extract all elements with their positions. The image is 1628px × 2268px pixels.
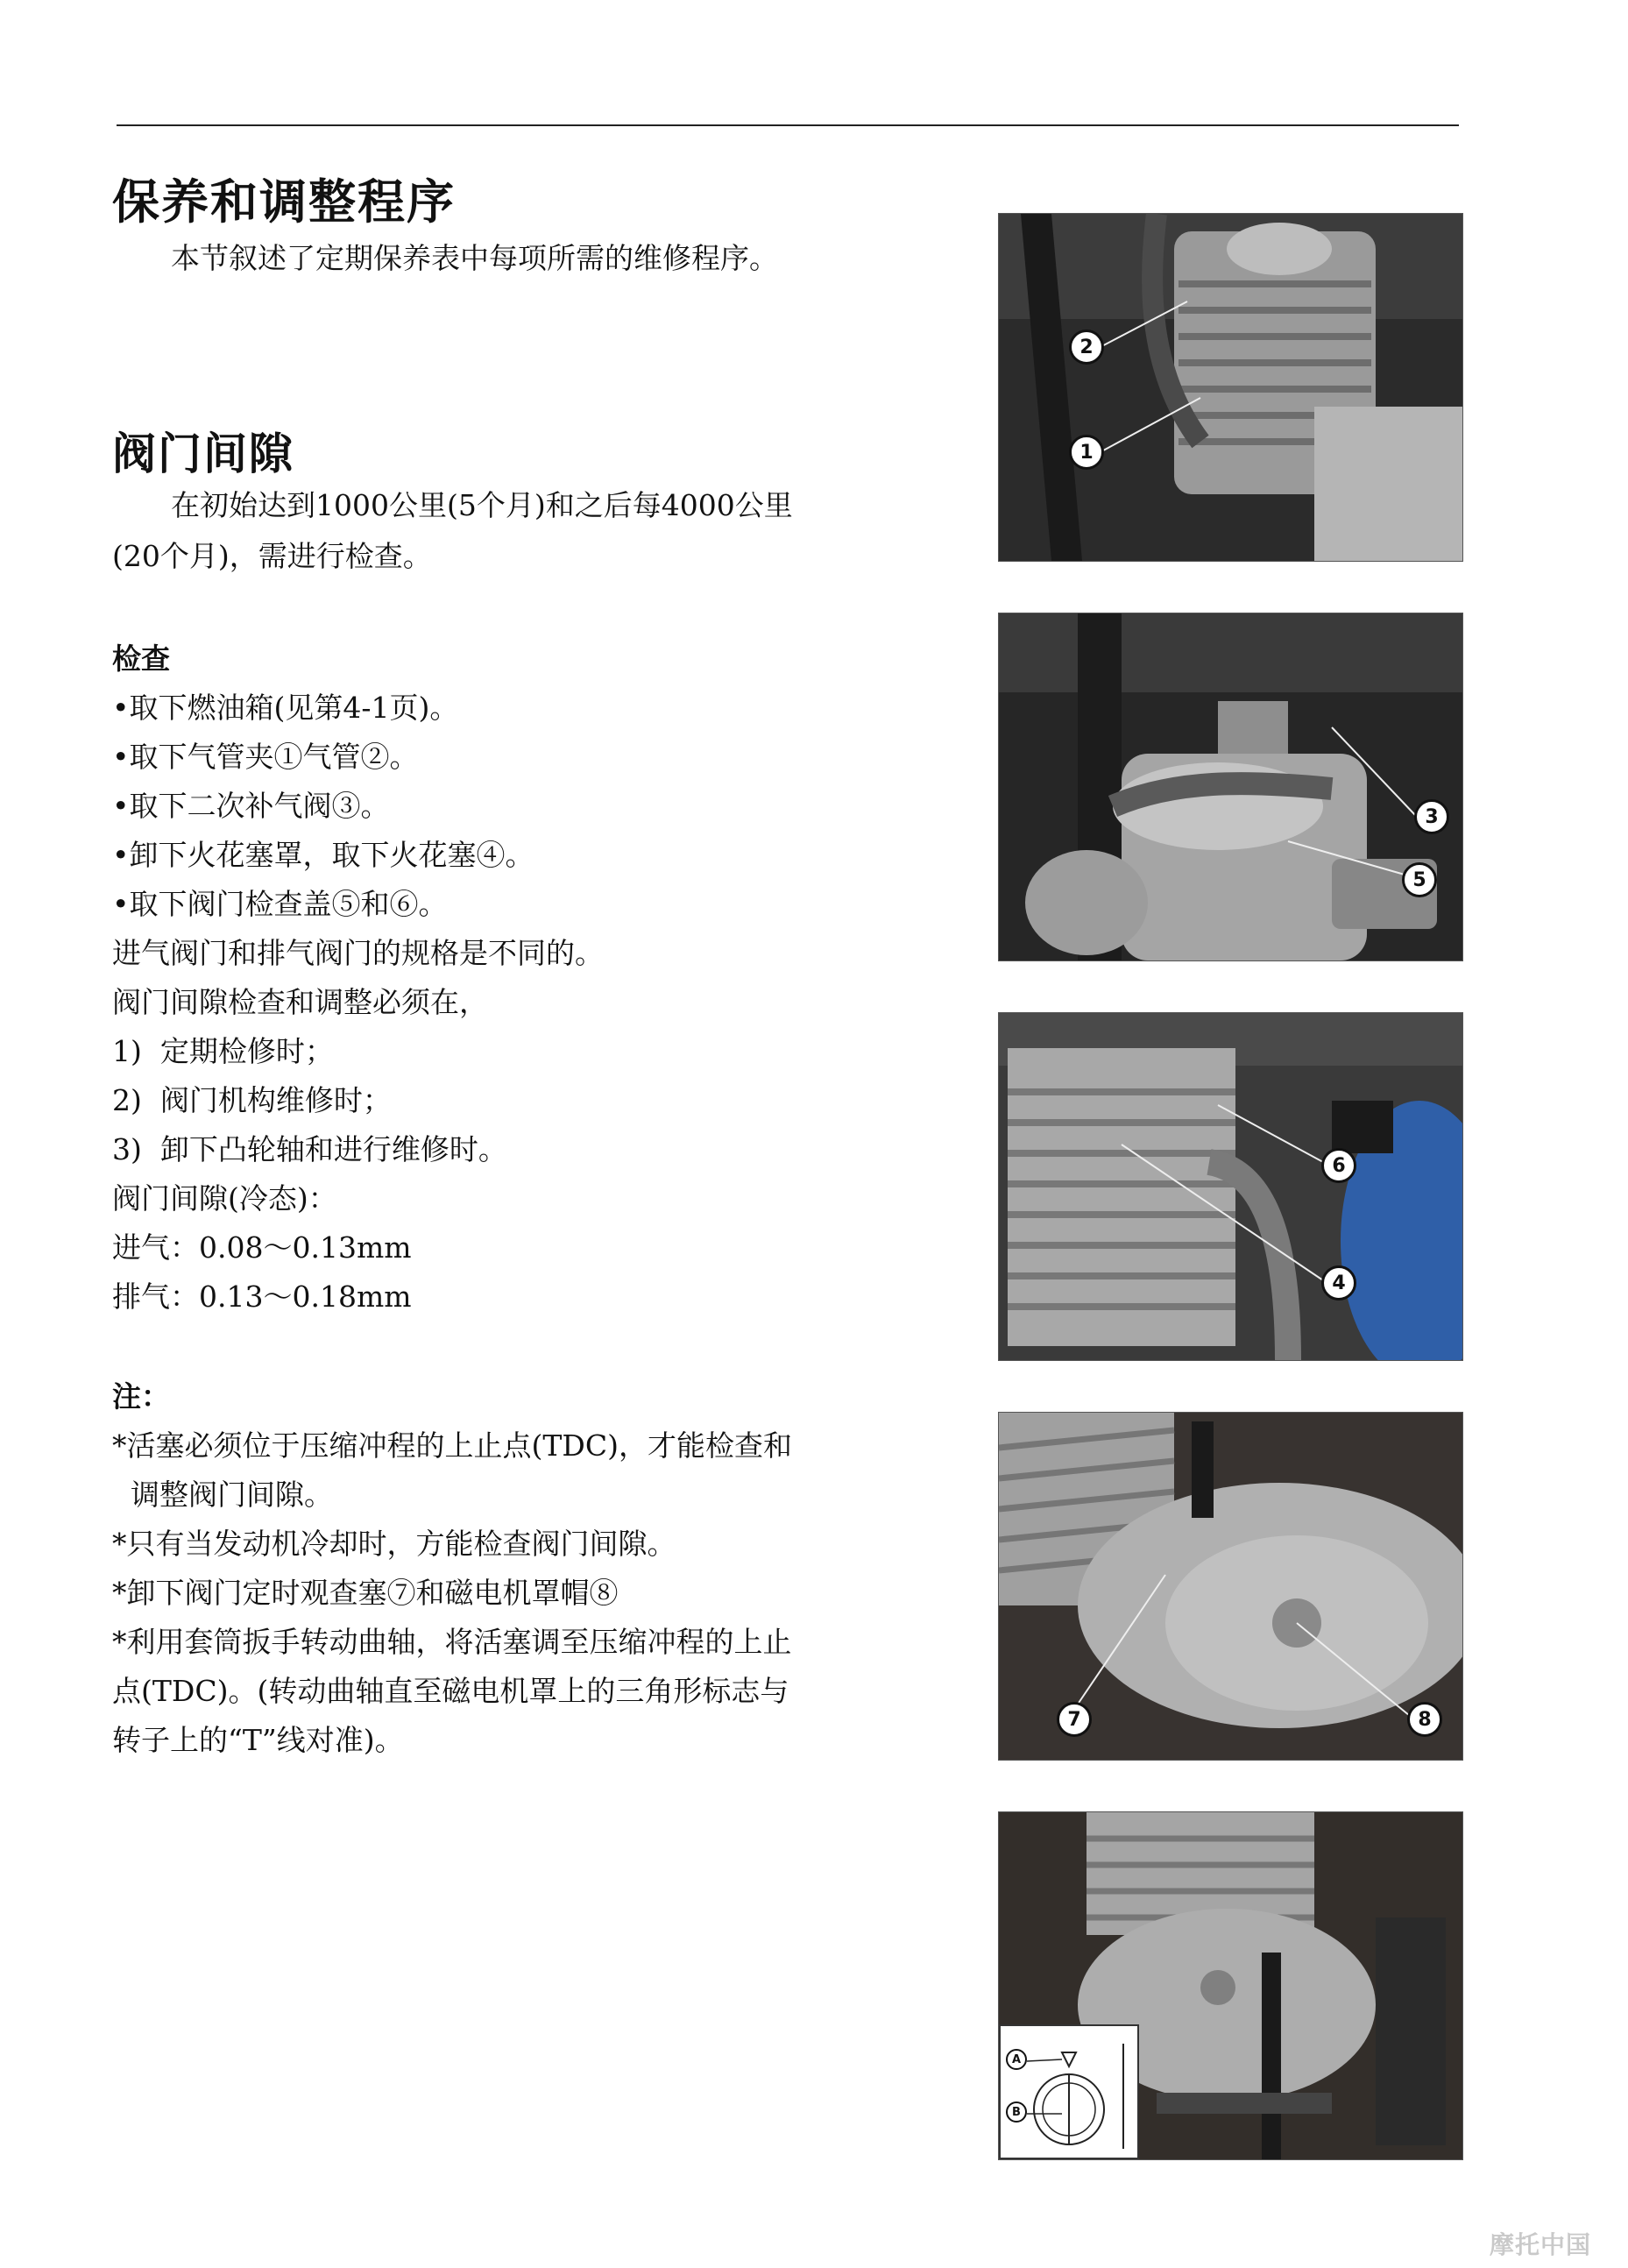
engine-photo-1 — [998, 213, 1463, 562]
header-rule — [117, 124, 1459, 126]
note-line: *利用套筒扳手转动曲轴，将活塞调至压缩冲程的上止 — [112, 1625, 792, 1659]
inset-label-b: B — [1006, 2101, 1027, 2123]
callout-7: 7 — [1057, 1702, 1092, 1737]
valve-para-1: 在初始达到1000公里(5个月)和之后每4000公里 — [171, 488, 793, 522]
when-item: 3) 卸下凸轮轴和进行维修时。 — [112, 1132, 507, 1166]
page-title: 保养和调整程序 — [112, 174, 456, 230]
step-item: •取下燃油箱(见第4-1页)。 — [112, 691, 459, 725]
when-item: 1) 定期检修时； — [112, 1034, 334, 1068]
inspect-heading: 检查 — [112, 641, 170, 676]
note-line: 点(TDC)。(转动曲轴直至磁电机罩上的三角形标志与 — [112, 1674, 789, 1708]
intake-spec: 进气：0.08～0.13mm — [112, 1230, 412, 1265]
watermark: 摩托中国 — [1490, 2230, 1592, 2259]
note-line: 转子上的“T”线对准)。 — [112, 1723, 404, 1757]
timing-mark-inset — [999, 2024, 1139, 2159]
clearance-heading: 阀门间隙(冷态)： — [112, 1181, 337, 1216]
callout-3: 3 — [1414, 799, 1449, 834]
spec-note: 进气阀门和排气阀门的规格是不同的。 — [112, 936, 604, 970]
callout-4: 4 — [1321, 1265, 1356, 1301]
callout-6: 6 — [1321, 1148, 1356, 1183]
step-item: •卸下火花塞罩，取下火花塞④。 — [112, 838, 534, 872]
step-item: •取下气管夹①气管②。 — [112, 740, 419, 774]
callout-1: 1 — [1069, 435, 1104, 470]
section-title-valve: 阀门间隙 — [112, 429, 294, 479]
step-item: •取下阀门检查盖⑤和⑥。 — [112, 887, 448, 921]
when-heading: 阀门间隙检查和调整必须在， — [112, 985, 488, 1019]
callout-8: 8 — [1407, 1702, 1442, 1737]
valve-para-2: (20个月)，需进行检查。 — [112, 539, 432, 573]
engine-photo-3 — [998, 1012, 1463, 1361]
note-line: *活塞必须位于压缩冲程的上止点(TDC)，才能检查和 — [112, 1428, 792, 1463]
notes-heading: 注： — [112, 1379, 170, 1414]
exhaust-spec: 排气：0.13～0.18mm — [112, 1279, 412, 1314]
callout-2: 2 — [1069, 330, 1104, 365]
note-line: *只有当发动机冷却时，方能检查阀门间隙。 — [112, 1527, 676, 1561]
engine-photo-4 — [998, 1412, 1463, 1761]
when-item: 2) 阀门机构维修时； — [112, 1083, 392, 1117]
note-line: *卸下阀门定时观查塞⑦和磁电机罩帽⑧ — [112, 1576, 619, 1610]
intro-text: 本节叙述了定期保养表中每项所需的维修程序。 — [171, 241, 778, 275]
note-line: 调整阀门间隙。 — [112, 1478, 333, 1512]
engine-photo-2 — [998, 613, 1463, 961]
inset-label-a: A — [1006, 2049, 1027, 2070]
step-item: •取下二次补气阀③。 — [112, 789, 390, 823]
engine-photo-5 — [998, 1811, 1463, 2160]
callout-5: 5 — [1402, 862, 1437, 897]
